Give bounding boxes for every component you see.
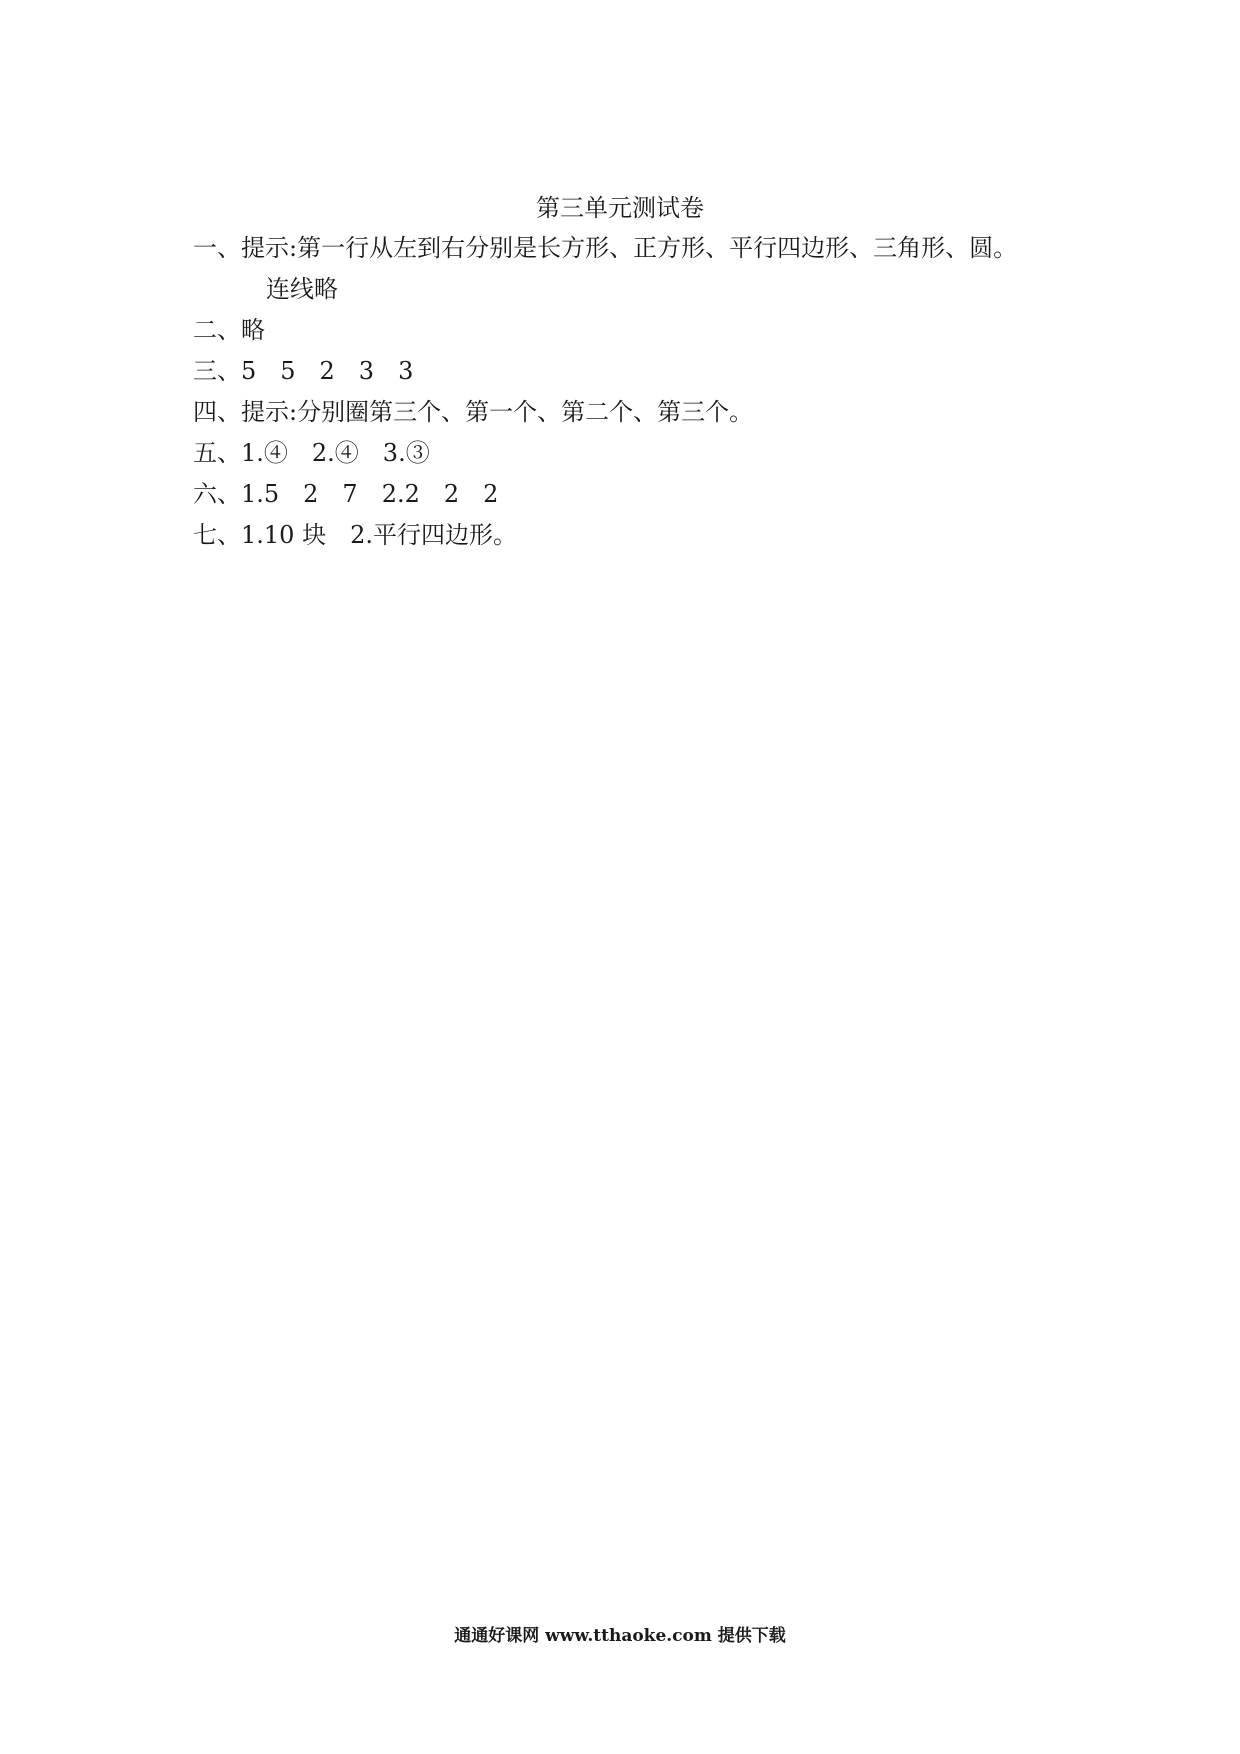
answer-section-5: 五、1.④ 2.④ 3.③ xyxy=(193,439,430,467)
answer-section-1-note: 连线略 xyxy=(266,275,338,303)
answer-section-4: 四、提示:分别圈第三个、第一个、第二个、第三个。 xyxy=(193,398,754,426)
answer-section-1: 一、提示:第一行从左到右分别是长方形、正方形、平行四边形、三角形、圆。 xyxy=(193,234,1018,262)
answer-section-6: 六、1.5 2 7 2.2 2 2 xyxy=(193,480,499,508)
answer-section-2: 二、略 xyxy=(193,316,265,344)
page-footer: 通通好课网 www.tthaoke.com 提供下载 xyxy=(454,1626,786,1646)
answer-section-3: 三、5 5 2 3 3 xyxy=(193,357,414,385)
page-title: 第三单元测试卷 xyxy=(536,194,704,222)
answer-section-7: 七、1.10 块 2.平行四边形。 xyxy=(193,521,517,549)
